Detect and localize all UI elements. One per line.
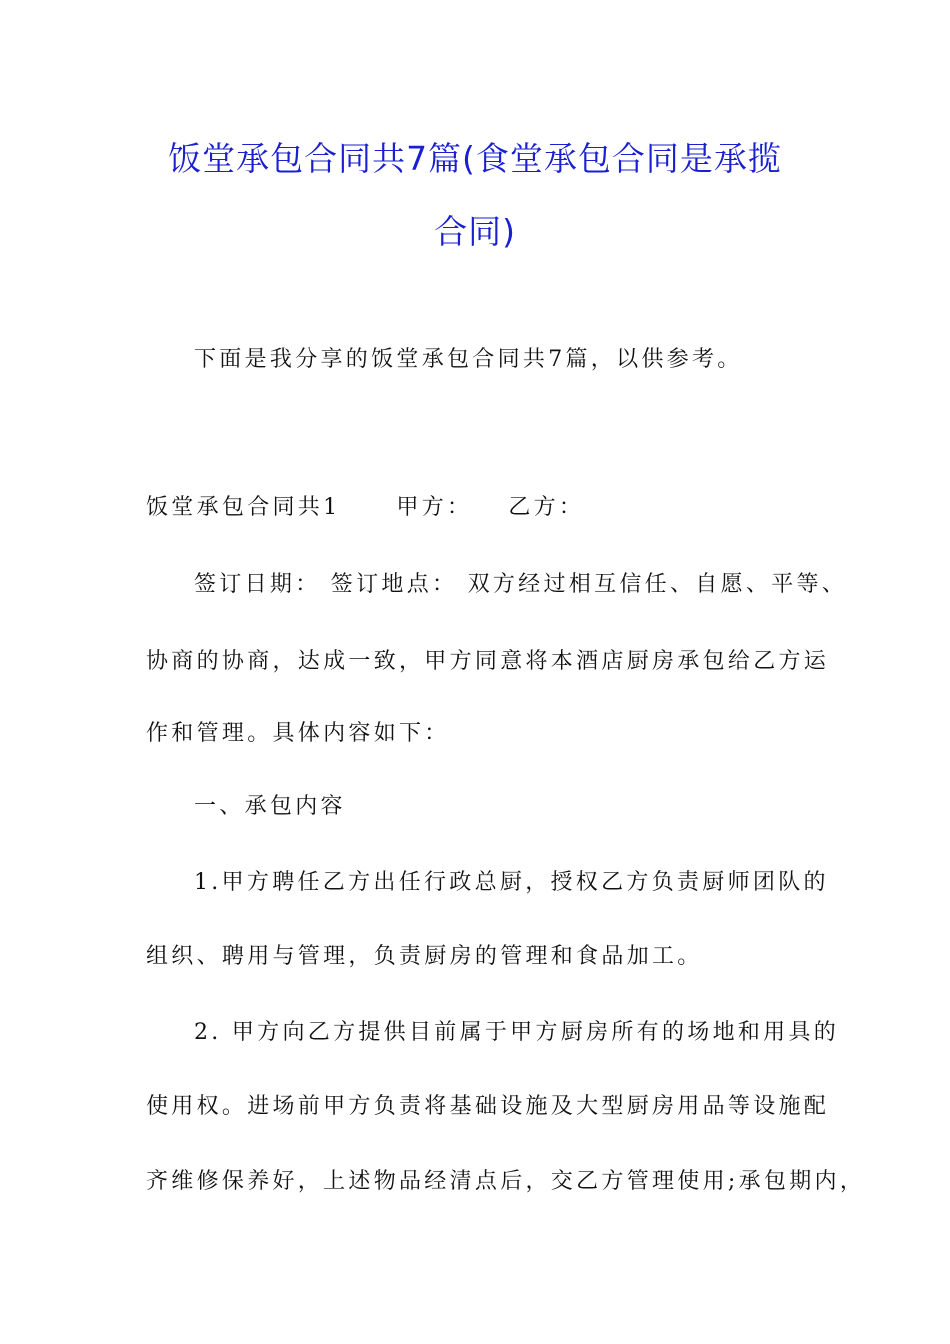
intro-paragraph: 下面是我分享的饭堂承包合同共7篇，以供参考。 xyxy=(194,347,743,372)
paragraph-line: 齐维修保养好，上述物品经清点后，交乙方管理使用;承包期内， xyxy=(146,1169,866,1194)
document-title-line-1: 饭堂承包合同共7篇(食堂承包合同是承揽 xyxy=(168,139,782,178)
paragraph-line: 2. 甲方向乙方提供目前属于甲方厨房所有的场地和用具的 xyxy=(194,1020,840,1045)
paragraph-line: 签订日期： 签订地点： 双方经过相互信任、自愿、平等、 xyxy=(194,572,848,597)
section-heading: 一、承包内容 xyxy=(194,794,346,819)
paragraph-line: 协商的协商，达成一致，甲方同意将本酒店厨房承包给乙方运 xyxy=(146,649,830,674)
contract-heading xyxy=(146,497,584,519)
contract-heading-label: 饭堂承包合同共1 xyxy=(146,495,341,520)
party-a-label: 甲方： xyxy=(396,495,473,520)
paragraph-line: 作和管理。具体内容如下： xyxy=(146,721,450,746)
paragraph-line: 1.甲方聘任乙方出任行政总厨，授权乙方负责厨师团队的 xyxy=(194,870,829,895)
party-b-label: 乙方： xyxy=(508,495,585,520)
paragraph-line: 组织、聘用与管理，负责厨房的管理和食品加工。 xyxy=(146,944,703,969)
paragraph-line: 使用权。进场前甲方负责将基础设施及大型厨房用品等设施配 xyxy=(146,1094,830,1119)
document-title-line-2: 合同) xyxy=(434,212,516,251)
